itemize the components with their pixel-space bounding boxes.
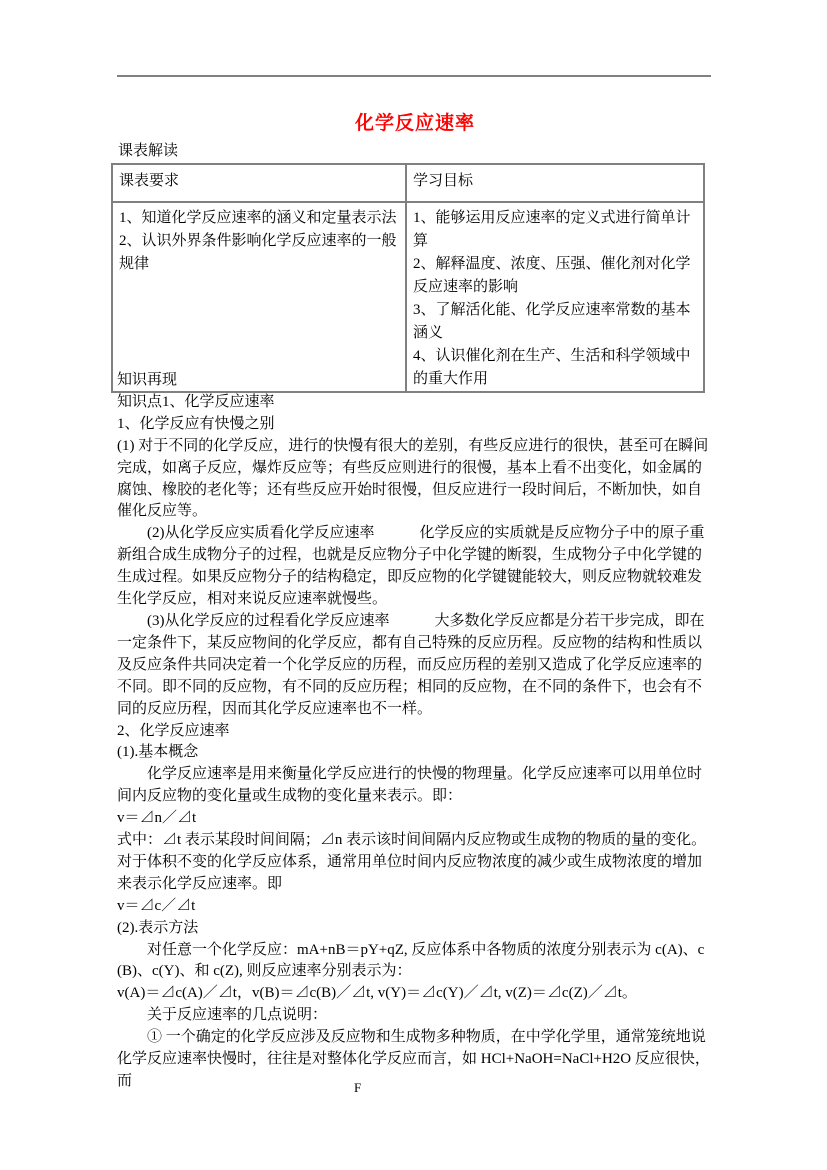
paragraph: 1、化学反应有快慢之别 bbox=[117, 415, 275, 432]
page-title: 化学反应速率 bbox=[354, 113, 475, 134]
requirements-cell bbox=[112, 202, 406, 392]
paragraph: 2、化学反应速率 bbox=[117, 722, 230, 739]
paragraph: (1) 对于不同的化学反应，进行的快慢有很大的差别，有些反应进行的很快，甚至可在瞬间完成，如离子反应，爆炸反应等；有些反应则进行的很慢，基本上看不出变化，如金属的腐蚀、橡胶的老化等；还有些反应开始时很慢，但反应进行一段时间后，不断加快，如自催化反应等。 bbox=[117, 437, 709, 520]
paragraph: (2).表示方法 bbox=[117, 919, 199, 936]
goals-cell bbox=[406, 202, 704, 392]
paragraph: (3)从化学反应的过程看化学反应速率 大多数化学反应都是分若干步完成，即在一定条件下，某反应物间的化学反应，都有自己特殊的反应历程。反应物的结构和性质以及反应条件共同决定着一个化学反应的历程，而反应历程的差别又造成了化学反应速率的不同。即不同的反应物，有不同的反应历程；相同的反应物，在不同的条件下，也会有不同的反应历程，因而其化学反应速率也不一样。 bbox=[117, 612, 705, 717]
course-table-section-label: 课表解读 bbox=[118, 143, 179, 159]
paragraph: 化学反应速率是用来衡量化学反应进行的快慢的物理量。化学反应速率可以用单位时间内反应物的变化量或生成物的变化量来表示。即： bbox=[117, 766, 703, 805]
paragraph: 对任意一个化学反应：mA+nB＝pY+qZ, 反应体系中各物质的浓度分别表示为 c(A)、c(B)、c(Y)、和 c(Z), 则反应速率分别表示为： bbox=[117, 941, 705, 980]
goals-list bbox=[413, 207, 697, 391]
paragraph: 知识再现 bbox=[117, 372, 178, 388]
paragraph: ① 一个确定的化学反应涉及反应物和生成物多种物质，在中学化学里，通常笼统地说化学反应速率快慢时，往往是对整体化学反应而言，如 HCl+NaOH=NaCl+H2O 反应很快，而 bbox=[117, 1029, 710, 1089]
table-header-requirements: 课表要求 bbox=[112, 164, 406, 202]
goal-item: 3、了解活化能、化学反应速率常数的基本涵义 bbox=[413, 302, 691, 341]
header-rule bbox=[117, 75, 711, 77]
goal-item: 4、认识催化剂在生产、生活和科学领域中的重大作用 bbox=[413, 348, 691, 387]
paragraph: 式中：⊿t 表示某段时间间隔；⊿n 表示该时间间隔内反应物或生成物的物质的量的变化。 bbox=[117, 832, 707, 849]
paragraph: v＝⊿c／⊿t bbox=[117, 897, 196, 914]
table-body-row bbox=[112, 202, 704, 392]
requirement-item: 1、知道化学反应速率的涵义和定量表示法 bbox=[119, 210, 397, 226]
paragraph: v(A)＝⊿c(A)／⊿t，v(B)＝⊿c(B)／⊿t, v(Y)＝⊿c(Y)／⊿t, v(Z)＝⊿c(Z)／⊿t。 bbox=[117, 985, 637, 1002]
goal-item: 2、解释温度、浓度、压强、催化剂对化学反应速率的影响 bbox=[413, 256, 691, 295]
requirement-item: 2、认识外界条件影响化学反应速率的一般规律 bbox=[119, 233, 397, 272]
footer-mark: F bbox=[354, 1080, 362, 1095]
table-header-goals: 学习目标 bbox=[406, 164, 704, 202]
knowledge-section-body bbox=[117, 370, 713, 1093]
goal-item: 1、能够运用反应速率的定义式进行简单计算 bbox=[413, 210, 691, 249]
table-header-row bbox=[112, 164, 704, 202]
paragraph: v＝⊿n／⊿t bbox=[117, 810, 197, 827]
requirements-list bbox=[119, 207, 399, 276]
paragraph: 知识点1、化学反应速率 bbox=[117, 393, 275, 410]
paragraph: 对于体积不变的化学反应体系，通常用单位时间内反应物浓度的减少或生成物浓度的增加来表示化学反应速率。即 bbox=[117, 853, 703, 892]
paragraph: 关于反应速率的几点说明： bbox=[147, 1007, 328, 1024]
paragraph: (1).基本概念 bbox=[117, 744, 199, 761]
objectives-table bbox=[111, 163, 705, 393]
paragraph: (2)从化学反应实质看化学反应速率 化学反应的实质就是反应物分子中的原子重新组合成生成物分子的过程，也就是反应物分子中化学键的断裂，生成物分子中化学键的生成过程。如果反应物分子的结构稳定，即反应物的化学键键能较大，则反应物就较难发生化学反应，相对来说反应速率就慢些。 bbox=[117, 525, 705, 608]
